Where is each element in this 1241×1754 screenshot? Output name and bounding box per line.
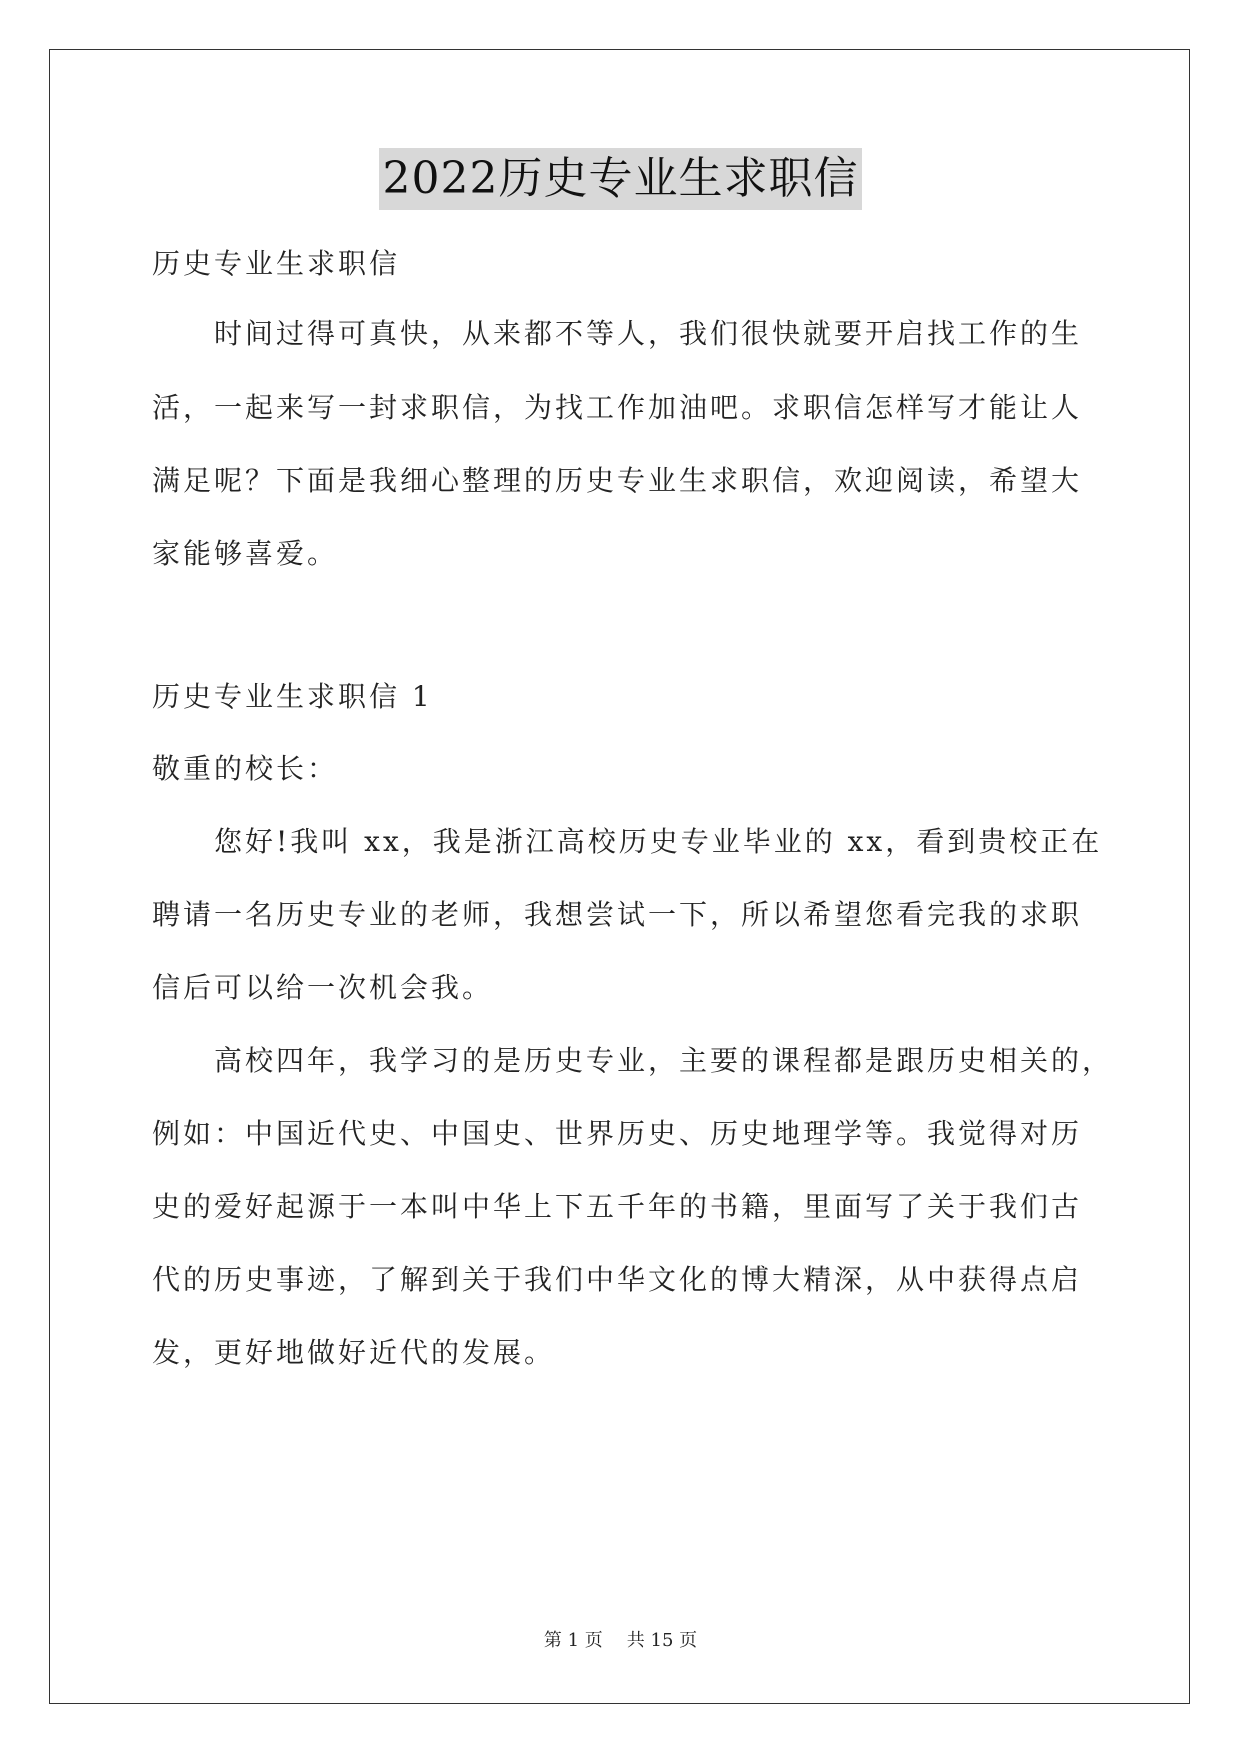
- para1-line-1: 您好!我叫 xx，我是浙江高校历史专业毕业的 xx，看到贵校正在: [214, 825, 1103, 858]
- page-number: 第 1 页: [543, 1630, 603, 1651]
- para2-line-4: 代的历史事迹，了解到关于我们中华文化的博大精深，从中获得点启: [152, 1263, 1083, 1296]
- title-container: [0, 148, 1241, 210]
- para1-line-2: 聘请一名历史专业的老师，我想尝试一下，所以希望您看完我的求职: [152, 898, 1083, 931]
- page-border: [49, 49, 1190, 1704]
- intro-line-3: 满足呢？下面是我细心整理的历史专业生求职信，欢迎阅读，希望大: [152, 464, 1083, 497]
- document-heading: 历史专业生求职信: [152, 247, 401, 280]
- document-title: 2022历史专业生求职信: [379, 148, 863, 210]
- para1-line-3: 信后可以给一次机会我。: [152, 971, 494, 1004]
- intro-line-1: 时间过得可真快，从来都不等人，我们很快就要开启找工作的生: [214, 317, 1083, 350]
- para2-line-3: 史的爱好起源于一本叫中华上下五千年的书籍，里面写了关于我们古: [152, 1190, 1083, 1223]
- page-total: 共 15 页: [626, 1630, 698, 1651]
- page-footer: [0, 1629, 1241, 1653]
- salutation: 敬重的校长：: [152, 752, 339, 785]
- intro-line-2: 活，一起来写一封求职信，为找工作加油吧。求职信怎样写才能让人: [152, 391, 1083, 424]
- section-title: 历史专业生求职信 1: [152, 680, 433, 713]
- para2-line-5: 发，更好地做好近代的发展。: [152, 1336, 556, 1369]
- para2-line-2: 例如：中国近代史、中国史、世界历史、历史地理学等。我觉得对历: [152, 1117, 1083, 1150]
- intro-line-4: 家能够喜爱。: [152, 537, 339, 570]
- para2-line-1: 高校四年，我学习的是历史专业，主要的课程都是跟历史相关的，: [214, 1044, 1114, 1077]
